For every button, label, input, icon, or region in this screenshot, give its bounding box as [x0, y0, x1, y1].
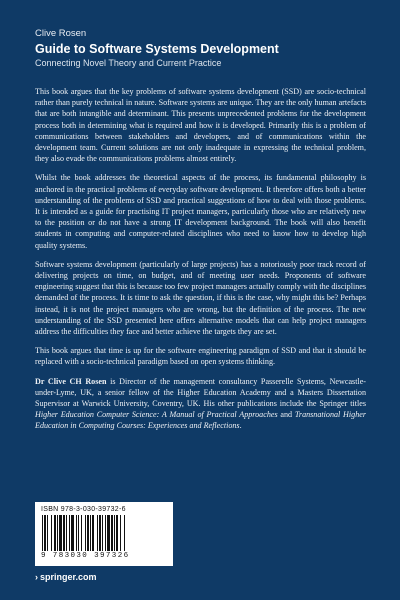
bio-text-3: . [239, 421, 242, 431]
blurb-paragraph-4: This book argues that time is up for the software engineering paradigm of SSD and that it should be replaced with a socio-technical paradigm based on open systems thinking. [35, 346, 366, 367]
chevron-right-icon: › [35, 572, 38, 582]
barcode-bar [76, 515, 77, 551]
barcode-bar [54, 515, 56, 551]
barcode-bar [92, 515, 94, 551]
barcode-bar [85, 515, 86, 551]
bio-author-name: Dr Clive CH Rosen [35, 376, 107, 386]
author-name: Clive Rosen [35, 28, 87, 39]
barcode-bar [99, 515, 101, 551]
blurb-paragraph-1: This book argues that the key problems of software systems development (SSD) are socio-technical rather than purely technical in nature. Software systems are unique. They are the only human artefacts that are both intangible and determinant. This presents unprecedented problems for the development process both in determining what is required and how it is developed. Primarily this is a problem of communications between stakeholders and developers, and of communications within the development team. Current solutions are not only inadequate in expressing the technical problem, they also evade the communications problems almost entirely. [35, 87, 366, 164]
barcode-bar [47, 515, 48, 551]
isbn-label: ISBN 978-3-030-39732-6 [41, 506, 126, 513]
publisher-website[interactable] [35, 572, 97, 582]
bio-text-2: and [277, 410, 295, 420]
barcode-bar [44, 515, 46, 551]
isbn-barcode [35, 502, 173, 566]
barcode-bar [57, 515, 58, 551]
barcode-bar [81, 515, 82, 551]
blurb-paragraph-2: Whilst the book addresses the theoretical aspects of the process, its fundamental philosophy is anchored in the practical problems of everyday software development. It therefore offers both a better understanding of the problems of SSD and practical suggestions of how to deal with those problems. It is intended as a guide for practising IT project managers, particularly those who are relatively new to the position or do not have a strong IT development background. The book will also benefit students in computing and computer-related disciplines who need to know how to develop high quality systems. [35, 173, 366, 250]
barcode-bars [41, 515, 167, 551]
bio-book-2: Transnational Higher Education in Computing Courses: Experiences and Reflections [35, 410, 366, 431]
barcode-digits: 9 783030 397326 [41, 552, 130, 560]
author-bio [35, 376, 366, 432]
barcode-bar [120, 515, 121, 551]
barcode-bar [114, 515, 115, 551]
barcode-bar [63, 515, 65, 551]
barcode-bar [42, 515, 43, 551]
barcode-bar [111, 515, 113, 551]
barcode-bar [69, 515, 70, 551]
barcode-bar [59, 515, 62, 551]
barcode-bar [78, 515, 79, 551]
barcode-bar [102, 515, 103, 551]
barcode-bar [107, 515, 110, 551]
barcode-bar [97, 515, 98, 551]
barcode-bar [124, 515, 125, 551]
book-subtitle: Connecting Novel Theory and Current Practice [35, 58, 222, 68]
barcode-bar [66, 515, 67, 551]
barcode-bar [51, 515, 52, 551]
barcode-bar [116, 515, 118, 551]
website-label: springer.com [40, 572, 97, 582]
cover-header [35, 28, 365, 68]
barcode-bar [71, 515, 74, 551]
blurb [35, 86, 366, 440]
book-title: Guide to Software Systems Development [35, 42, 279, 56]
blurb-paragraph-3: Software systems development (particularly of large projects) has a notoriously poor track record of delivering projects on time, on budget, and of meeting user needs. Proponents of software engineering suggest that this is because too few project managers actually comply with the disciplines demanded of the process. It is time to ask the question, if this is the case, why might this be? Perhaps instead, it is not the project managers who are wrong, but the definition of the process. The new understanding of the SSD presented here offers alternative models that can help project managers address the difficulties they face and better achieve the targets they are set. [35, 259, 366, 337]
bio-text-1: is Director of the management consultancy Passerelle Systems, Newcastle-under-Lyme, UK, a senior fellow of the Higher Education Academy and a Masters Dissertation Supervisor at Warwick University, Coventry, UK. His other publications include the Springer titles [35, 376, 366, 409]
barcode-bar [105, 515, 106, 551]
bio-book-1: Higher Education Computer Science: A Manual of Practical Approaches [35, 410, 278, 420]
barcode-bar [90, 515, 91, 551]
barcode-bar [87, 515, 89, 551]
